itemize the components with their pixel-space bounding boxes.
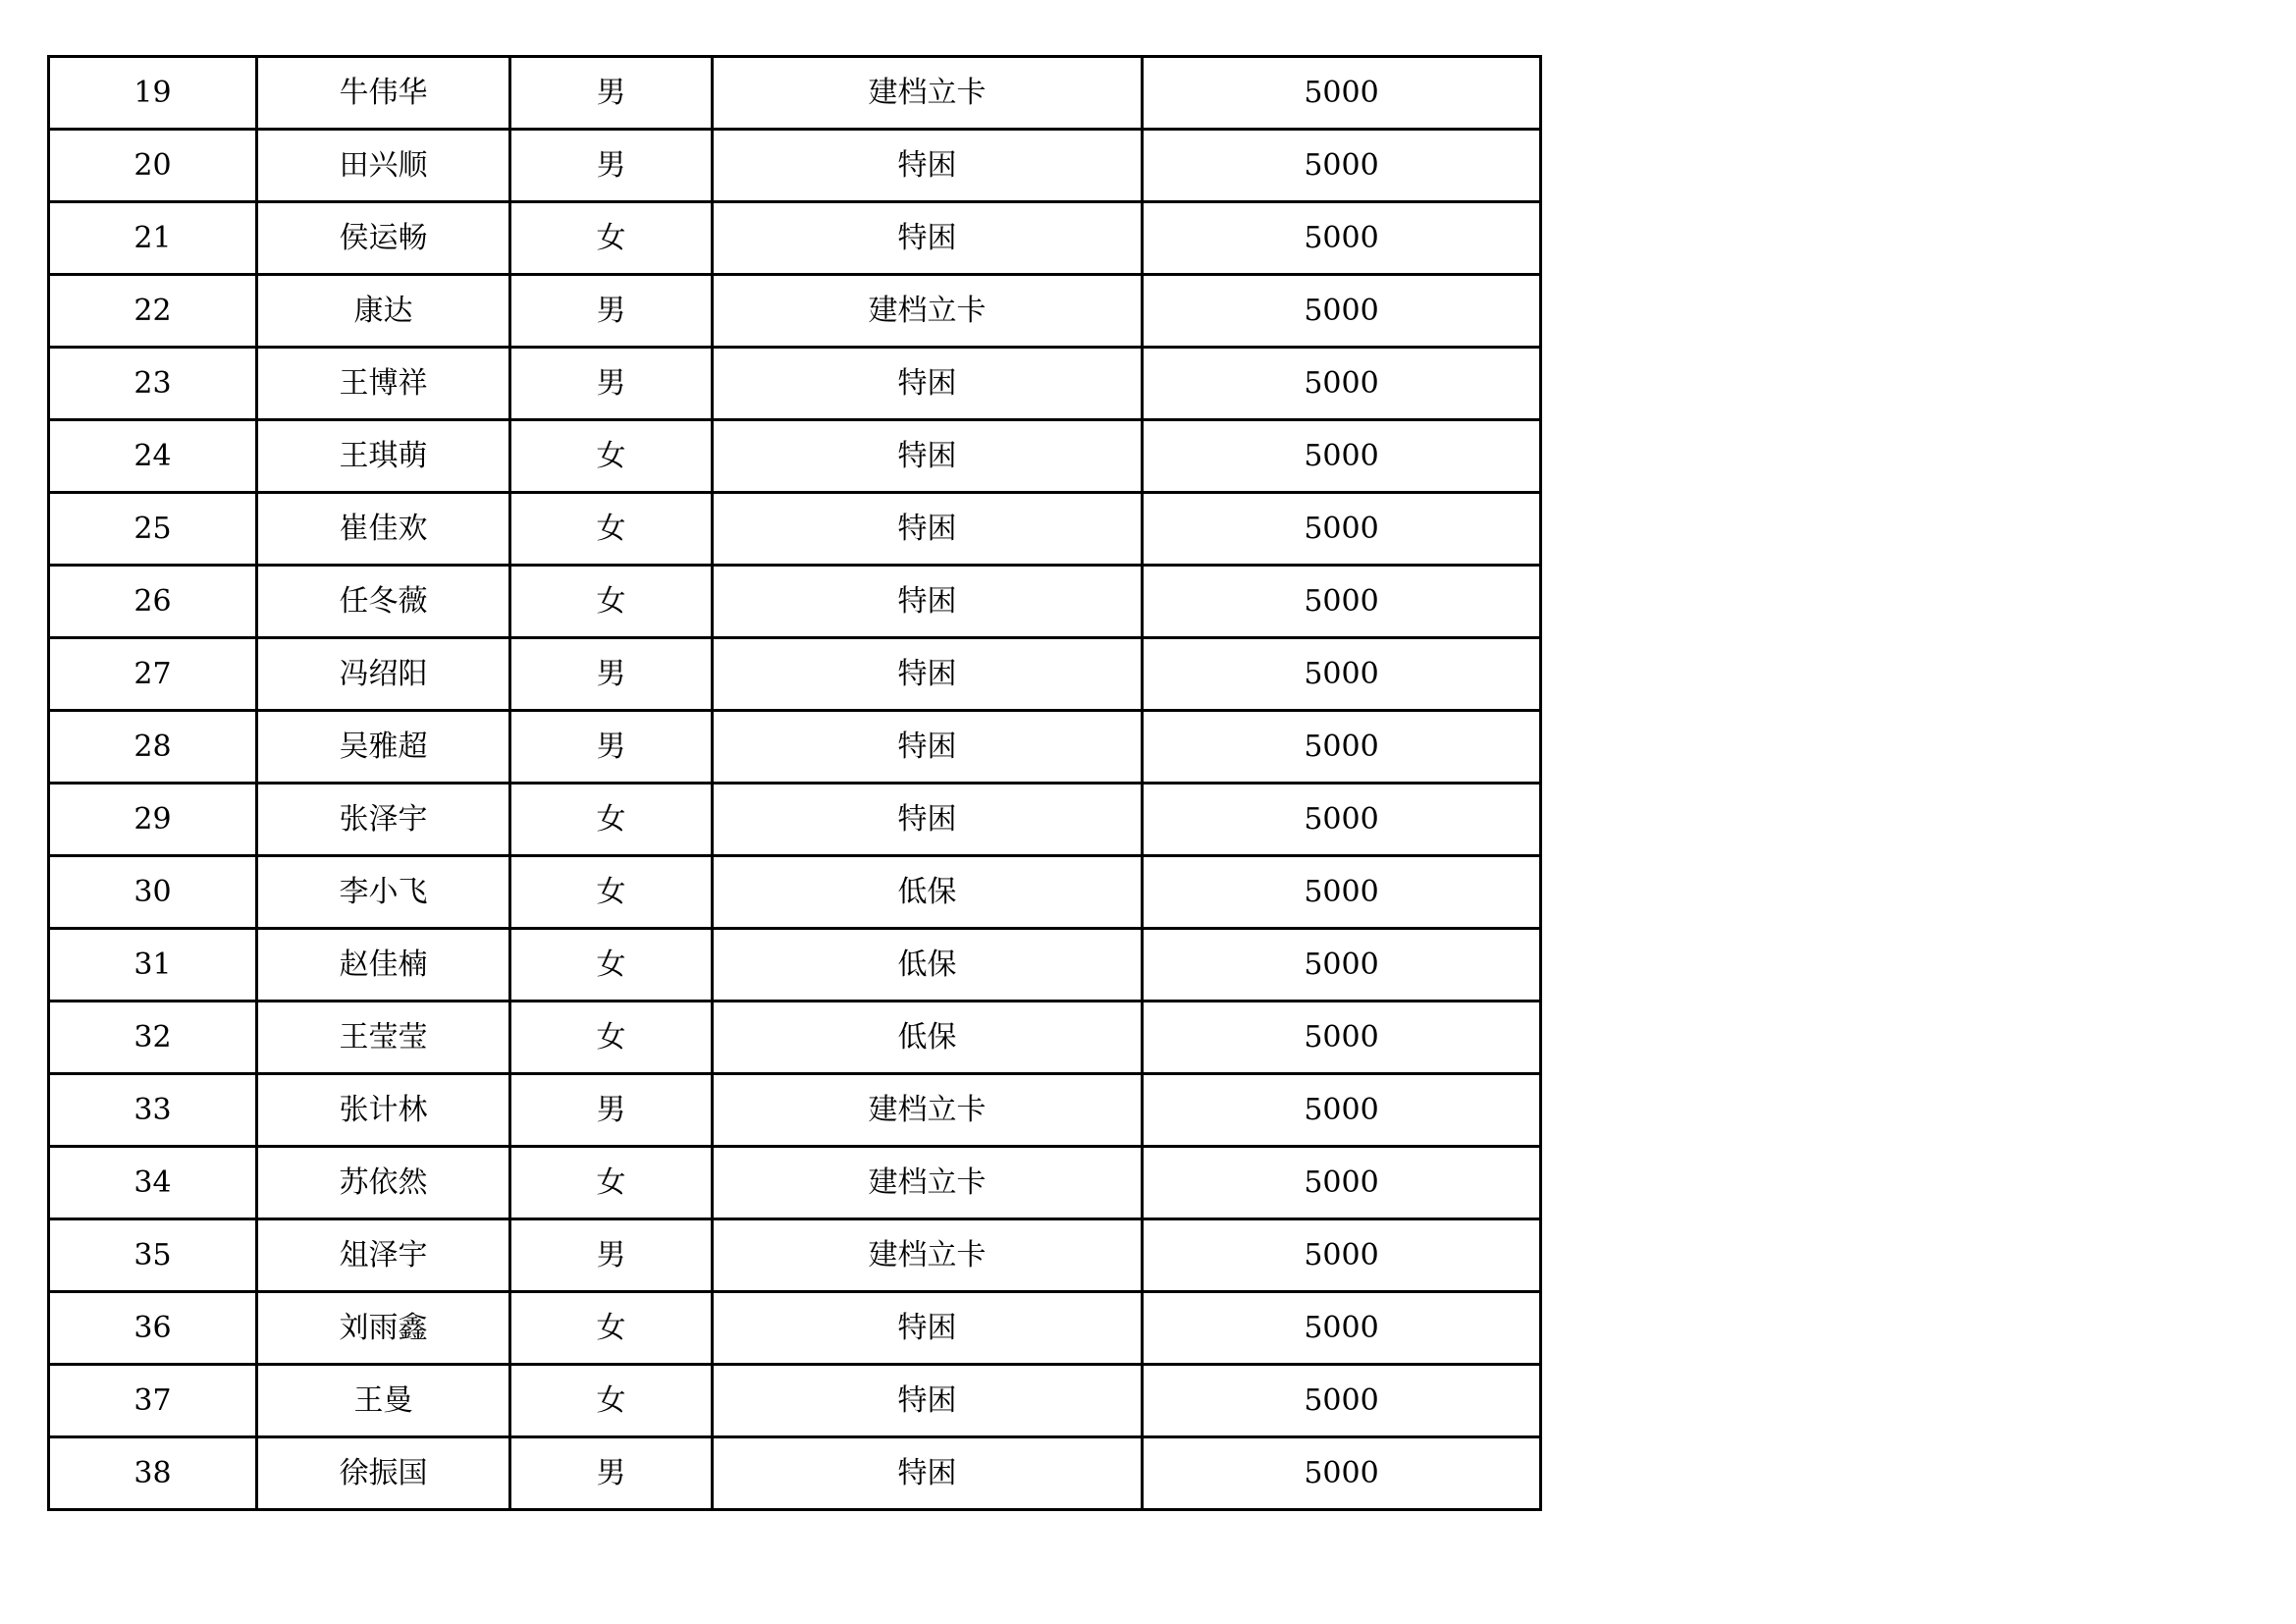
cell-aid-type: 特困 [713,1292,1143,1365]
cell-gender: 男 [510,57,713,130]
cell-aid-type: 建档立卡 [713,1074,1143,1147]
cell-aid-type: 低保 [713,856,1143,929]
cell-amount: 5000 [1143,638,1541,711]
cell-gender: 女 [510,1292,713,1365]
cell-name: 崔佳欢 [257,493,510,566]
cell-amount: 5000 [1143,1074,1541,1147]
cell-name: 任冬薇 [257,566,510,638]
table-body [49,57,1541,1510]
cell-aid-type: 特困 [713,420,1143,493]
cell-gender: 女 [510,856,713,929]
cell-number: 20 [49,130,257,202]
cell-aid-type: 特困 [713,1365,1143,1437]
cell-name: 张泽宇 [257,784,510,856]
cell-number: 33 [49,1074,257,1147]
cell-aid-type: 低保 [713,929,1143,1001]
cell-name: 王博祥 [257,348,510,420]
cell-amount: 5000 [1143,420,1541,493]
cell-amount: 5000 [1143,1147,1541,1219]
cell-number: 31 [49,929,257,1001]
table-row [49,202,1541,275]
cell-aid-type: 特困 [713,1437,1143,1510]
student-aid-table [47,55,1542,1511]
cell-amount: 5000 [1143,275,1541,348]
cell-number: 19 [49,57,257,130]
cell-name: 苏依然 [257,1147,510,1219]
cell-aid-type: 特困 [713,348,1143,420]
cell-aid-type: 特困 [713,493,1143,566]
cell-aid-type: 特困 [713,130,1143,202]
cell-name: 徐振国 [257,1437,510,1510]
cell-amount: 5000 [1143,202,1541,275]
cell-aid-type: 建档立卡 [713,275,1143,348]
cell-gender: 女 [510,1001,713,1074]
cell-number: 34 [49,1147,257,1219]
table-row [49,1292,1541,1365]
table-row [49,856,1541,929]
cell-amount: 5000 [1143,1365,1541,1437]
table-row [49,1437,1541,1510]
cell-number: 24 [49,420,257,493]
cell-aid-type: 建档立卡 [713,57,1143,130]
cell-name: 王曼 [257,1365,510,1437]
table-row [49,275,1541,348]
table-row [49,711,1541,784]
cell-number: 38 [49,1437,257,1510]
cell-gender: 男 [510,1219,713,1292]
cell-gender: 男 [510,1437,713,1510]
cell-number: 32 [49,1001,257,1074]
cell-gender: 女 [510,202,713,275]
cell-amount: 5000 [1143,130,1541,202]
cell-aid-type: 特困 [713,202,1143,275]
table-row [49,784,1541,856]
cell-gender: 女 [510,493,713,566]
cell-aid-type: 特困 [713,784,1143,856]
cell-number: 37 [49,1365,257,1437]
cell-amount: 5000 [1143,1219,1541,1292]
table-row [49,130,1541,202]
cell-amount: 5000 [1143,784,1541,856]
cell-name: 俎泽宇 [257,1219,510,1292]
cell-number: 29 [49,784,257,856]
cell-number: 26 [49,566,257,638]
cell-gender: 女 [510,784,713,856]
table-row [49,1365,1541,1437]
cell-number: 36 [49,1292,257,1365]
cell-amount: 5000 [1143,711,1541,784]
cell-gender: 女 [510,420,713,493]
table-row [49,1001,1541,1074]
cell-number: 21 [49,202,257,275]
cell-gender: 女 [510,1147,713,1219]
table-row [49,929,1541,1001]
cell-name: 吴雅超 [257,711,510,784]
cell-number: 27 [49,638,257,711]
cell-aid-type: 特困 [713,638,1143,711]
cell-gender: 女 [510,929,713,1001]
cell-name: 王莹莹 [257,1001,510,1074]
cell-gender: 男 [510,711,713,784]
cell-amount: 5000 [1143,348,1541,420]
cell-number: 25 [49,493,257,566]
cell-number: 22 [49,275,257,348]
cell-gender: 男 [510,275,713,348]
cell-amount: 5000 [1143,566,1541,638]
cell-gender: 女 [510,1365,713,1437]
cell-aid-type: 低保 [713,1001,1143,1074]
table-row [49,57,1541,130]
cell-name: 李小飞 [257,856,510,929]
cell-name: 牛伟华 [257,57,510,130]
cell-amount: 5000 [1143,1001,1541,1074]
cell-number: 35 [49,1219,257,1292]
cell-amount: 5000 [1143,1292,1541,1365]
cell-name: 张计林 [257,1074,510,1147]
cell-aid-type: 建档立卡 [713,1147,1143,1219]
cell-name: 王琪萌 [257,420,510,493]
table-row [49,493,1541,566]
cell-aid-type: 特困 [713,566,1143,638]
cell-name: 冯绍阳 [257,638,510,711]
table-row [49,638,1541,711]
table-row [49,566,1541,638]
cell-name: 康达 [257,275,510,348]
cell-amount: 5000 [1143,1437,1541,1510]
cell-name: 侯运畅 [257,202,510,275]
cell-number: 23 [49,348,257,420]
cell-gender: 女 [510,566,713,638]
cell-name: 赵佳楠 [257,929,510,1001]
cell-aid-type: 建档立卡 [713,1219,1143,1292]
cell-amount: 5000 [1143,929,1541,1001]
table-row [49,1219,1541,1292]
student-aid-table-container [47,55,1539,1511]
cell-number: 28 [49,711,257,784]
table-row [49,1074,1541,1147]
cell-amount: 5000 [1143,856,1541,929]
cell-gender: 男 [510,348,713,420]
cell-gender: 男 [510,1074,713,1147]
cell-name: 田兴顺 [257,130,510,202]
cell-gender: 男 [510,638,713,711]
table-row [49,420,1541,493]
cell-number: 30 [49,856,257,929]
table-row [49,1147,1541,1219]
table-row [49,348,1541,420]
cell-amount: 5000 [1143,57,1541,130]
cell-amount: 5000 [1143,493,1541,566]
cell-gender: 男 [510,130,713,202]
cell-name: 刘雨鑫 [257,1292,510,1365]
cell-aid-type: 特困 [713,711,1143,784]
